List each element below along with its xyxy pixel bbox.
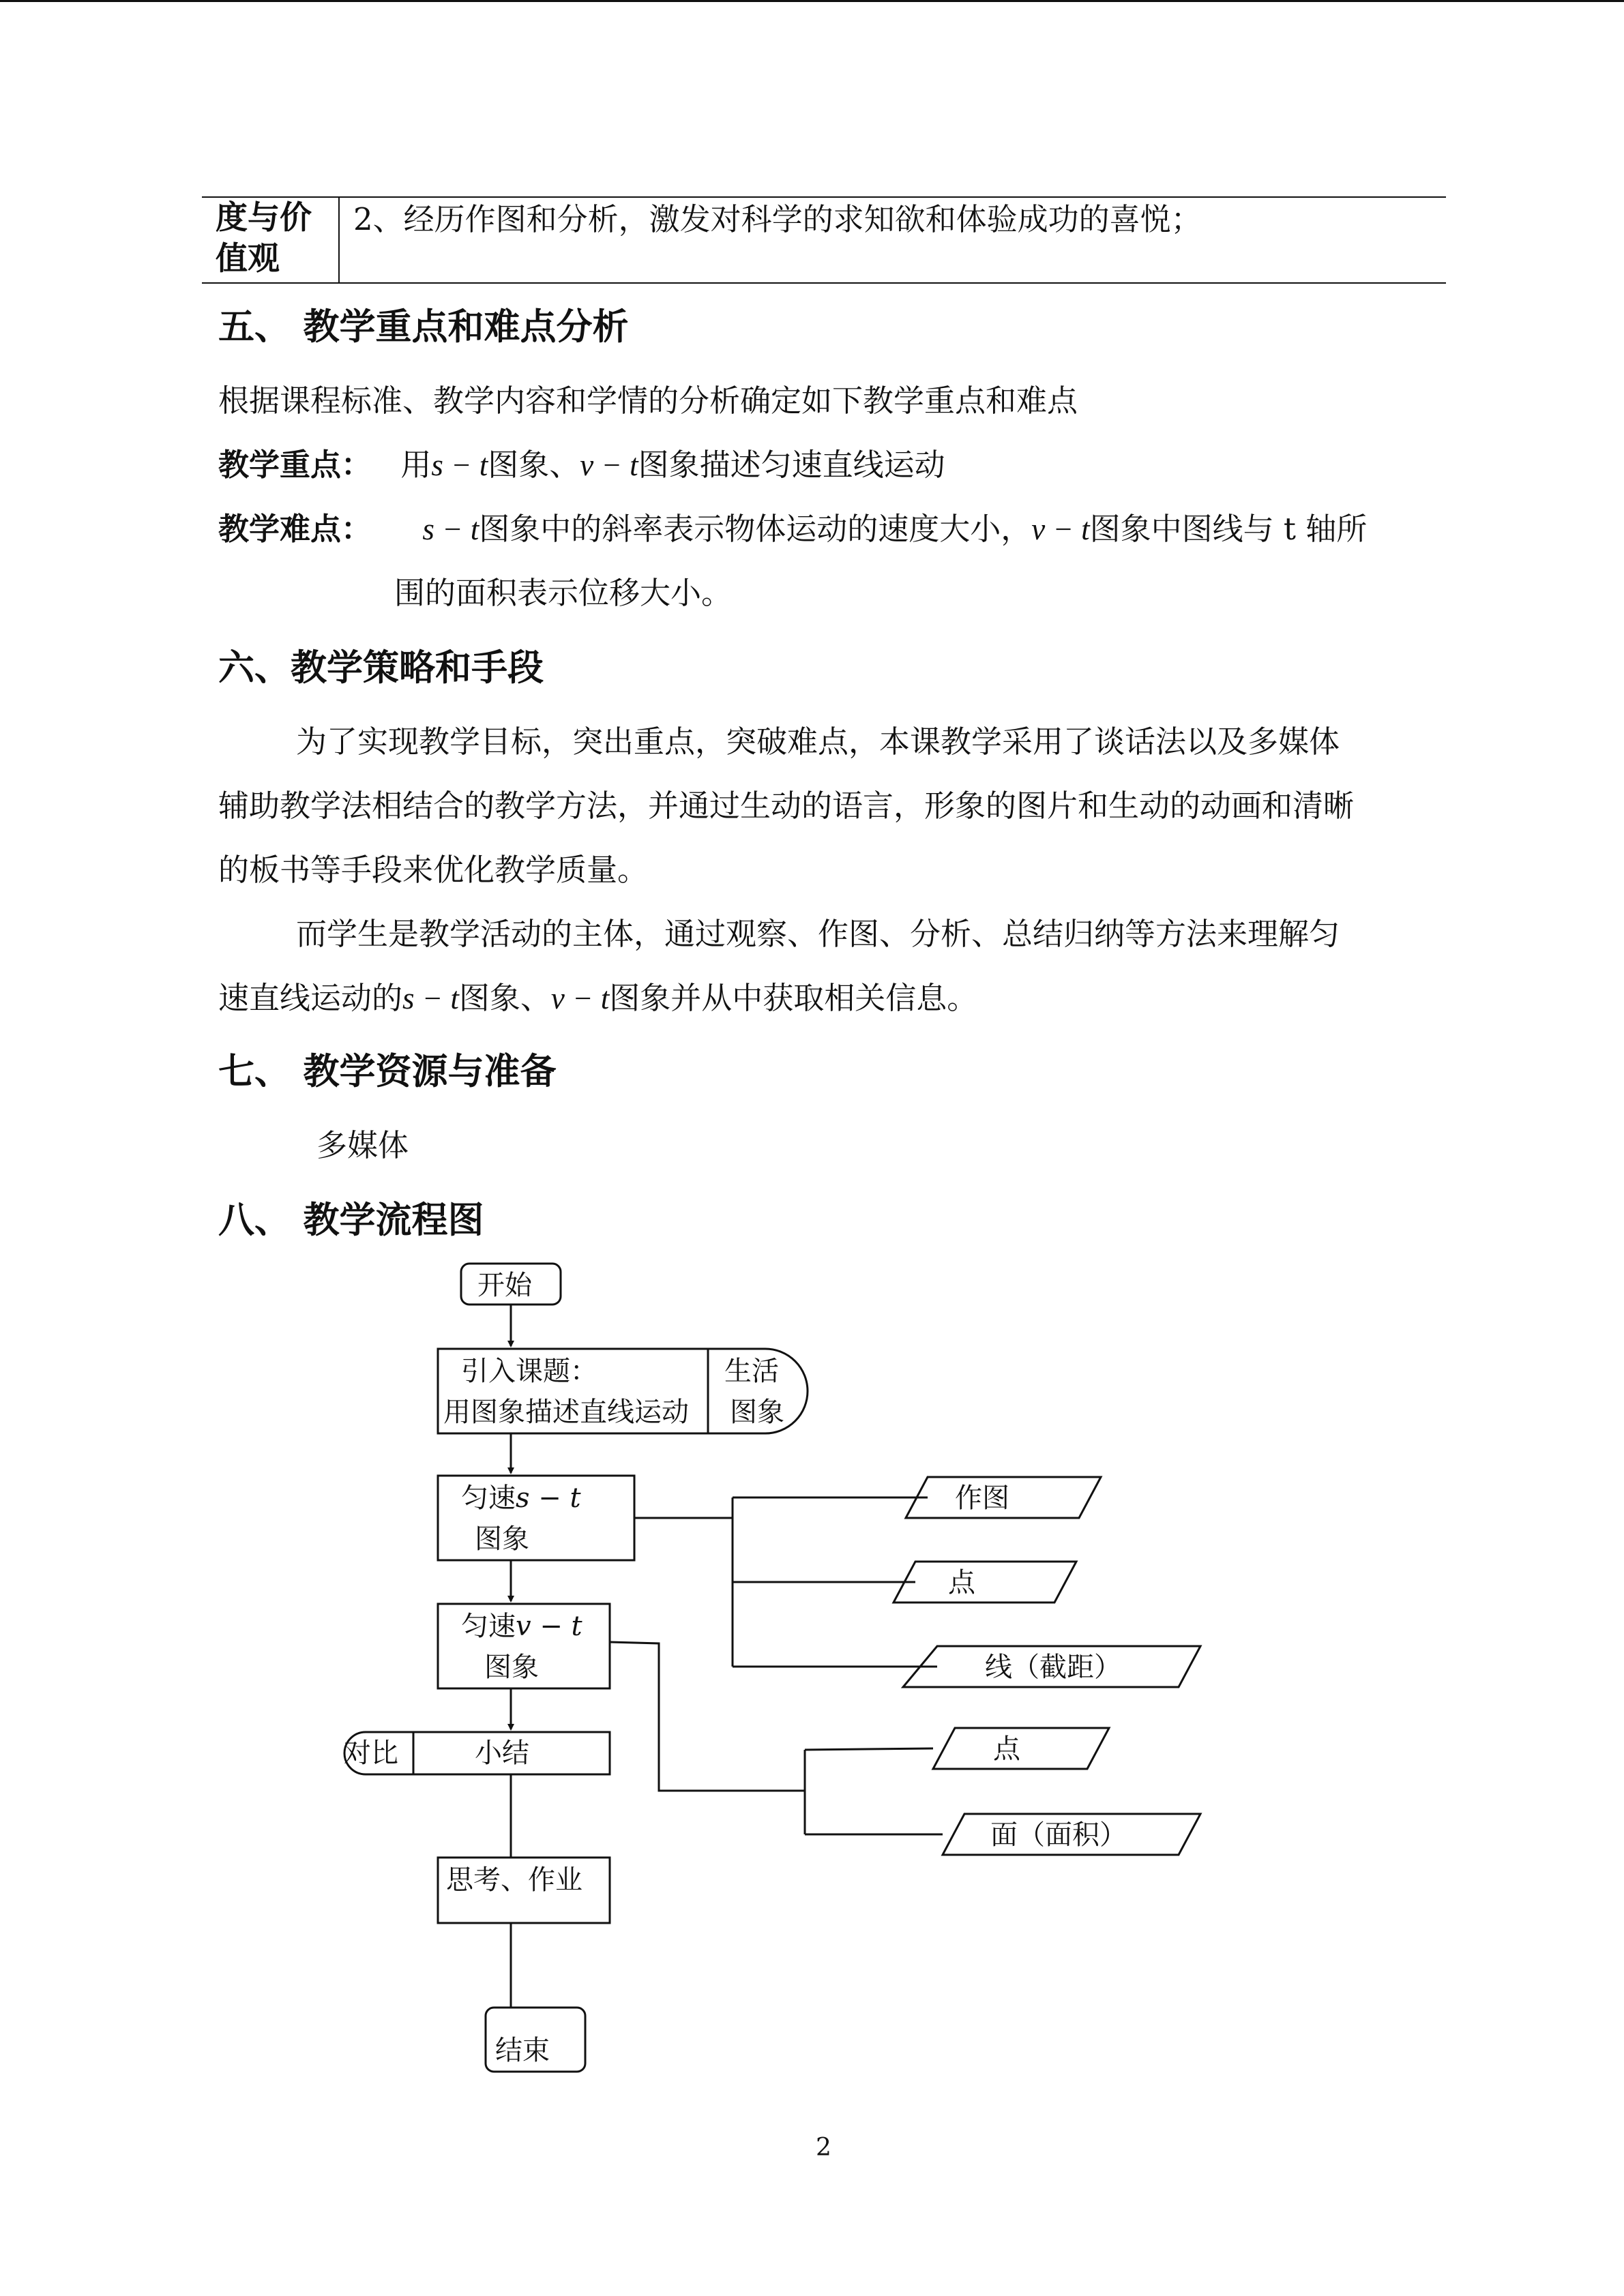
flow-vt-point-shape [933, 1728, 1109, 1769]
key-point-label: 教学重点： [218, 447, 372, 483]
svg-text:匀速s − t [461, 1482, 581, 1514]
flow-st-point-shape [894, 1562, 1076, 1602]
flow-summary-label: 小结 [475, 1738, 529, 1769]
flow-st-math: s − t [516, 1482, 581, 1514]
flow-st-line-label: 线（截距） [985, 1652, 1121, 1683]
flow-vt-math: v − t [516, 1611, 582, 1642]
section6-p2-st: s − t [402, 981, 459, 1015]
section6-p1-line2: 辅助教学法相结合的教学方法，并通过生动的语言，形象的图片和生动的动画和清晰 [218, 788, 1355, 824]
flow-compare-label: 对比 [344, 1738, 398, 1769]
difficulty-vt: v − t [1031, 512, 1090, 546]
section6-p1-line1: 为了实现教学目标，突出重点，突破难点，本课教学采用了谈话法以及多媒体 [296, 724, 1340, 760]
flow-vt-area-label: 面（面积） [990, 1819, 1127, 1851]
key-point-mid: 图象、 [488, 447, 580, 483]
flow-life-line2: 图象 [730, 1397, 784, 1428]
section7-content: 多媒体 [316, 1127, 409, 1163]
flow-intro-line1: 引入课题： [461, 1356, 597, 1387]
difficulty-mid: 图象中的斜率表示物体运动的速度大小， [479, 511, 1032, 547]
key-point-vt: v − t [580, 448, 638, 482]
flow-st-pre: 匀速 [461, 1482, 516, 1514]
page-number: 2 [816, 2134, 831, 2162]
section5-intro: 根据课程标准、教学内容和学情的分析确定如下教学重点和难点 [218, 383, 1078, 419]
flow-vt-pre: 匀速 [461, 1611, 516, 1642]
table-text-cell: 2、经历作图和分析，激发对科学的求知欲和体验成功的喜悦； [353, 201, 1202, 237]
section6-p2-mid: 图象、 [458, 980, 551, 1016]
flow-vt-point-label: 点 [993, 1733, 1020, 1765]
section5-title: 五、 教学重点和难点分析 [218, 306, 629, 348]
difficulty-line2: 围的面积表示位移大小。 [394, 575, 733, 611]
difficulty-st: s − t [422, 512, 479, 546]
difficulty-post: 图象中图线与 t 轴所 [1089, 511, 1368, 547]
key-point-st: s − t [431, 448, 488, 482]
key-point-post: 图象描述匀速直线运动 [638, 447, 945, 483]
flow-life-line1: 生活 [724, 1356, 779, 1387]
table-label-cell: 度与价值观 [216, 199, 312, 278]
flow-start-label: 开始 [477, 1270, 532, 1301]
section6-p1-line3: 的板书等手段来优化教学质量。 [218, 852, 649, 888]
svg-text:匀速v − t [461, 1611, 583, 1642]
flow-homework-label: 思考、作业 [446, 1864, 582, 1896]
section6-title: 六、教学策略和手段 [218, 647, 544, 689]
difficulty-label: 教学难点： [218, 511, 372, 547]
flow-intro-line2: 用图象描述直线运动 [443, 1397, 689, 1428]
flow-st-point-label: 点 [948, 1567, 975, 1598]
flow-st-line2: 图象 [475, 1523, 529, 1555]
section8-title: 八、 教学流程图 [218, 1199, 484, 1241]
section6-p2-vt: v − t [550, 981, 610, 1015]
section6-p2-line1: 而学生是教学活动的主体，通过观察、作图、分析、总结归纳等方法来理解匀 [296, 916, 1340, 952]
section7-title: 七、 教学资源与准备 [218, 1051, 557, 1092]
flow-end-label: 结束 [495, 2035, 550, 2066]
flow-st-draw-label: 作图 [955, 1482, 1009, 1514]
key-point-pre: 用 [400, 447, 432, 483]
section6-p2-pre: 速直线运动的 [218, 980, 403, 1016]
flow-vt-line2: 图象 [484, 1652, 539, 1683]
section6-p2-post: 图象并从中获取相关信息。 [609, 980, 978, 1016]
